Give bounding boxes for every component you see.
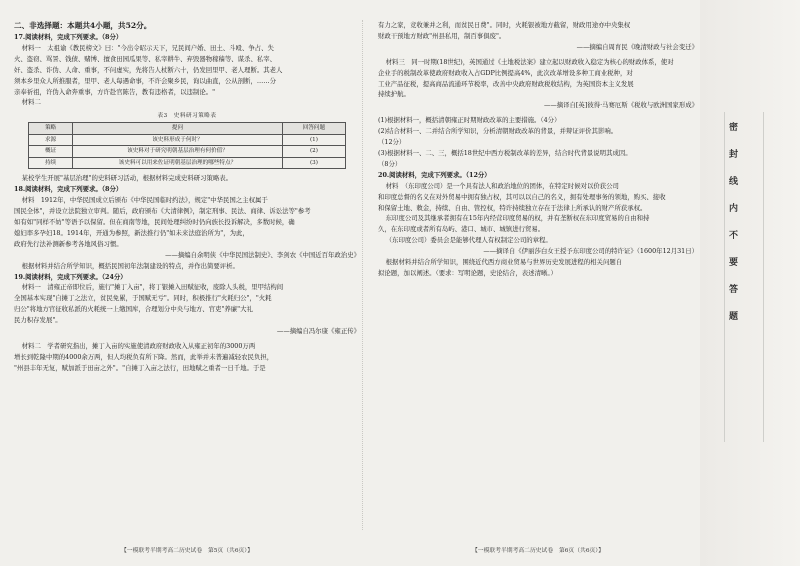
q20-line: 和保留土地、敕金，持续、自由、管控权，特许持续独立存在于法律上所承认的财产所获承权。 (378, 203, 647, 212)
q20-material (378, 181, 698, 246)
q17-stem: 17.阅读材料，完成下列要求。（8分） (14, 33, 123, 41)
left-page-footer: 【一模联考半期考高二历史试卷 第5页（共6页）】 (120, 548, 253, 554)
q18-line: 材料 1912年，中华民国成立后颁布《中华民国临时约法》，规定"中华民国之主权属于 (21, 196, 268, 205)
q19-m3-line: 工业产品征税，提高商品流通环节税率，改善中央政府财政税收结构，为英国资本主义发展 (378, 79, 634, 88)
table-caption: 表3 史料研习策略表 (157, 113, 217, 120)
section-heading: 二、非选择题：本题共4小题，共52分。 (14, 21, 152, 30)
page-fold-divider (362, 20, 375, 530)
q19-m3-line: 企业手的税制改革使政府财政收入占GDP比例提高4%，此次改革增设多种工商业税种，对 (378, 68, 633, 77)
q19-m1-line: 民力积存发展"。 (14, 316, 62, 325)
q20-line: 和印度总督的名义在对外贸易中拥有独占权，其可以以自己的名义，拥有处理事务的领地，购买、接收 (378, 192, 666, 201)
q17-material-2-label: 材料二 (21, 98, 41, 107)
q20-task-line: 根据材料并结合所学知识，围绕近代西方商业贸易与世界历史发展进程的相关问题自 (385, 258, 623, 267)
q17-m1-line: 材料一 太祖谕《教民榜文》曰："今出令昭示天下，兄民间户婚、田土、斗殴、争占、失 (21, 43, 274, 52)
table-header: 策略 (28, 123, 72, 135)
q17-m1-line: 须本乡里众人所推服者，里甲、老人每遇命事，不许会聚乡民，询以曲直，公从剖断，……分 (14, 76, 277, 85)
q17-material-1 (14, 43, 360, 98)
q17-m1-line: 火、盗窃、骂詈、钱债、赌博、擅食田园瓜果等、私宰耕牛、弃毁器物稼穑等、谋杀、私宰、 (14, 54, 277, 63)
left-page (14, 0, 360, 566)
strategy-table (28, 122, 346, 169)
table-row (28, 157, 345, 169)
q18-line: 如有如"同样不妨"等语予以保留。但在商南等地，民间处理纠纷时仍向族长投诉解决，多数时候，确 (14, 217, 295, 226)
q20-line: （东印度公司）委员会是能够代理人有权制定公司的章程。 (385, 236, 552, 245)
q19-continue-line: 财政干预地方财政"州县私用，制百事俱废"。 (378, 31, 506, 40)
table-cell: (3) (282, 157, 345, 169)
table-cell: 该史料形成于何时？ (73, 134, 282, 146)
seal-line-box (724, 112, 764, 442)
q19-m2-line: "州县丰年无复，赋加派于田亩之外"。"自摊丁入亩之法行，田地赋之重者一日千地。于是 (14, 363, 266, 372)
q19-m3-source: ——摘译自[英]彼得·马赛厄斯《税收与欧洲国家形成》 (543, 101, 698, 110)
q19-task-line: （12分） (378, 138, 406, 147)
q18-line: 政府先行法补测新参考各地风俗习惯。 (14, 239, 123, 248)
q18-line: 国民全体"，并设立法院独立审判。随后，政府颁布《大清律例》，制定刑事、民法、商律、诉讼法等"参考 (14, 207, 311, 216)
table-header-row (28, 123, 345, 135)
q19-m2-line: 增长到乾隆中期的4000余万两，但人均税负有所下降。然而，此举并未普遍减轻农民负担， (14, 352, 274, 361)
q17-m1-line: 奸、盗杀、诈伪、人命、重事，不问虚实，先将告人杖断六十，仍发回里甲、老人理断。其老人 (14, 65, 283, 74)
table-row (28, 146, 345, 158)
q20-line: 东印度公司及其继承者拥有在15年内经营印度贸易的权，并有垄断权在东印度贸易的自由和持 (385, 214, 650, 223)
q19-m1-line: 全国基本实现"自摊丁之法立，贫民免累，于国赋无亏"。同时，积极推行"火耗归公"，"火耗 (14, 294, 272, 303)
q18-line: 媳妇率多孕妇18。1914年，开通为参照，新法推行仍"如未来法庭治所为"，为此， (14, 228, 249, 237)
right-page (378, 0, 698, 566)
table-cell: (2) (282, 146, 345, 158)
q19-m1-line: 材料一 清雍正帝即位后，施行"摊丁入亩"，将丁银摊入田赋征收，废除人头税，里甲结构间 (21, 283, 284, 292)
q19-continue-line: 有力之家，竞收兼并之利，而贫民日费"。同时，火耗银被地方截留，财政用途亦中央集权 (378, 21, 631, 29)
q19-task-line: (1)根据材料一，概括清朝雍正时期财政改革的主要措施。（4分） (378, 116, 561, 125)
table-cell: 持续 (28, 157, 72, 169)
q19-m3-line: 材料三 同一时期(18世纪)，英国通过《土地税法案》建立起以财政收入稳定为核心的财政体系，使对 (385, 57, 674, 66)
table-cell: 概证 (28, 146, 72, 158)
q19-material-1 (14, 282, 360, 326)
table-header: 提问 (73, 123, 282, 135)
table-row (28, 134, 345, 146)
q19-m1-source: ——摘编自冯尔康《雍正传》 (276, 327, 360, 336)
table-cell: 该史料对于研究明朝基层治理有何价值？ (73, 146, 282, 158)
q19-m1-line: 归公"将地方官征收私派的火耗统一上缴国库，合理划分中央与地方、官吏"养廉"大礼 (14, 305, 253, 314)
table-cell: (1) (282, 134, 345, 146)
q20-line: 久，在东印度或者所有岛屿、港口、城市、城镇进行贸易。 (378, 225, 545, 234)
q19-m3-line: 持续护航。 (378, 90, 410, 99)
q20-stem: 20.阅读材料，完成下列要求。（12分） (378, 170, 491, 179)
q19-tasks (378, 115, 698, 170)
q19-material-3 (378, 57, 698, 101)
q17-m1-line: 亲奉祈祖，许伪入命奔重事，方许赴官陈告，教有违格者，以违制论。" (14, 87, 216, 96)
q20-source: ——摘译自《伊丽莎白女王授予东印度公司的特许证》（1600年12月31日） (483, 247, 698, 256)
q19-m2-line: 材料二 学者研究指出，摊丁入亩的实施使清政府财政收入从雍正初年的3000万两 (21, 341, 256, 350)
q19-task-line: （8分） (378, 159, 402, 168)
q19-task-line: (3)根据材料一、二、三，概括18世纪中西方税制改革的差异，结合时代背景说明其成因。 (378, 148, 632, 157)
seal-line-text: 密封线内不要答题 (727, 122, 737, 338)
q19-continue-source: ——摘编自周育民《晚清财政与社会变迁》 (576, 42, 698, 51)
q19-task-line: (2)结合材料一、二并结合所学知识，分析清朝财政改革的背景，并辩证评价其影响。 (378, 127, 618, 136)
table-cell: 求源 (28, 134, 72, 146)
q18-source: ——摘编自余明侠《中华民国法制史》、李剑农《中国近百年政治史》 (165, 250, 360, 259)
q18-material (14, 195, 360, 250)
q18-stem: 18.阅读材料，完成下列要求。（8分） (14, 185, 123, 194)
table-cell: 该史料可以用来佐证明朝基层治理的哪些特点？ (73, 157, 282, 169)
q20-line: 材料 （东印度公司）是一个具有法人和政治地位的团体，在特定时候对以价获公司 (385, 181, 619, 190)
right-page-footer: 【一模联考半期考高二历史试卷 第6页（共6页）】 (471, 548, 604, 554)
table-header: 回答问题 (282, 123, 345, 135)
q20-task-line: 拟论题，加以阐述。（要求：写明论题，史论结合，表述清晰。） (378, 268, 557, 277)
q18-task: 根据材料并结合所学知识，概括民国初年法制建设的特点，并作出简要评析。 (21, 261, 239, 270)
q19-material-2 (14, 341, 360, 374)
q19-stem: 19.阅读材料，完成下列要求。（24分） (14, 272, 127, 281)
q17-task: 某校学生开展"基层治理"的史料研习活动，根据材料完成史料研习策略表。 (21, 174, 233, 183)
